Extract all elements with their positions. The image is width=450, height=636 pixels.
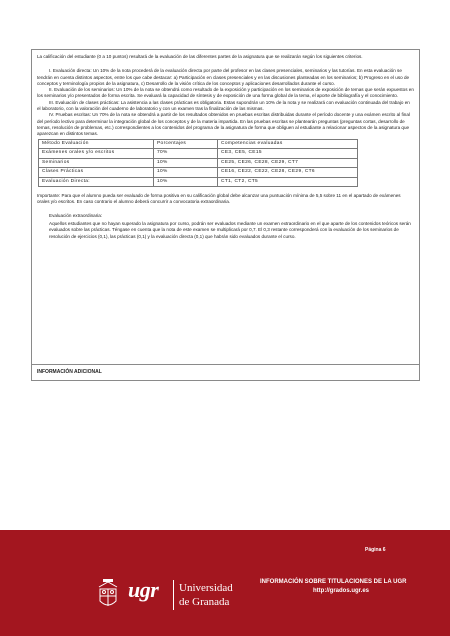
evaluation-section bbox=[32, 50, 419, 240]
important-note: Importante: Para que el alumno pueda ser evaluado de forma positiva en su calificación global debe alcanzar una puntuación mínima de 5,5 sobre 11 en el apartado de exámenes orales y/o escritos. En caso contrario el alumno deberá concurrir a convocatoria extraordinaria. bbox=[37, 193, 401, 205]
table-header: Competencias evaluadas bbox=[218, 139, 358, 149]
table-cell: 10% bbox=[154, 158, 218, 168]
grados-link[interactable]: http://grados.ugr.es bbox=[313, 588, 370, 594]
table-row bbox=[39, 149, 358, 159]
table-cell: CT1, CT2, CT5 bbox=[218, 177, 358, 187]
footer-banner bbox=[0, 530, 450, 636]
ugr-wordmark: ugr bbox=[128, 577, 159, 602]
table-cell: Exámenes orales y/o escritos bbox=[39, 149, 154, 159]
table-row bbox=[39, 158, 358, 168]
intro-text: La calificación del estudiante (0 a 10 puntos) resultará de la evaluación de las diferentes partes de la asignatura que se realizarán según los siguientes criterios. bbox=[37, 54, 363, 59]
table-cell: 10% bbox=[154, 177, 218, 187]
table-row bbox=[39, 177, 358, 187]
table-cell: Clases Prácticas bbox=[39, 168, 154, 178]
table-cell: CE3, CE5, CE15 bbox=[218, 149, 358, 159]
evaluation-table bbox=[38, 139, 358, 188]
table-cell: Seminarios bbox=[39, 158, 154, 168]
table-cell: CE25, CE26, CE28, CE29, CT7 bbox=[218, 158, 358, 168]
university-name-line2: de Granada bbox=[179, 596, 230, 608]
section-divider bbox=[32, 364, 419, 365]
extraordinary-body: Aquellos estudiantes que no hayan superado la asignatura por curso, podrán ser evaluados mediante un examen extraordinario en el que aparte de los contenidos teóricos serán evaluados sobre las prácticas. Téngase en cuenta que la nota de este examen se multiplicará por 0,7. El 0,3 restante corresponderá con la evaluación de los seminarios de resolución de ejercicios (0,1), las prácticas (0,1) y la evaluación directa (0,1) que habrán sido evaluados durante el curso. bbox=[49, 220, 411, 239]
coat-of-arms-icon bbox=[95, 578, 121, 612]
table-cell: 70% bbox=[154, 149, 218, 159]
content-frame bbox=[31, 49, 420, 381]
table-header-row bbox=[39, 139, 358, 149]
paragraph-evaluacion-directa: I. Evaluación directa: Un 10% de la nota procederá de la evaluación directa por parte del profesor en las clases presenciales, seminarios y las tutorías. En esta evaluación se tendrán en cuenta distintos aspectos, entre los que cabe destacar: a) Participación en clases presenciales y en las discusiones planteadas en los seminarios; b) Progreso en el uso de conceptos y terminología propios de la asignatura, c) Desarrollo de la visión crítica de los conceptos y aplicaciones desarrollados durante el curso. bbox=[37, 68, 410, 86]
table-row bbox=[39, 168, 358, 178]
extraordinary-title: Evaluación extraordinaria: bbox=[49, 212, 103, 218]
table-header: Método Evaluación bbox=[39, 139, 154, 149]
table-header: Porcentajes bbox=[154, 139, 218, 149]
paragraph-pruebas-escritas: IV. Pruebas escritas: Un 70% de la nota se obtendrá a partir de los resultados obtenidos en pruebas escritas distribuidas durante el período docente y una exámen escrito al final del período lectivo para determinar la integración global de los conceptos y de la materia impartida. En las pruebas escritas se plantearán preguntas (preguntas cortas, desarrollo de temas, resolución de problemas, etc.) correspondientes a los contenidos del programa de la asignatura de forma que obliguen al estudiante a relacionar aspectos de la asignatura que aparezcan en distintos temas. bbox=[37, 112, 410, 137]
table-cell: 10% bbox=[154, 168, 218, 178]
table-cell: CE16, CE22, CE22, CE28, CE29, CT6 bbox=[218, 168, 358, 178]
logo-divider bbox=[173, 580, 174, 610]
paragraph-seminarios: II. Evaluación de los seminarios: Un 10% de la nota se obtendrá como resultado de la exposición y participación en los seminarios de exposición de temas que serán expuestos en los seminarios y/o presentados de forma escrita. Se evaluará la capacidad de síntesis y de exposición de una forma global de la tema, el aporte de bibliografía y el conocimiento. bbox=[37, 87, 414, 99]
university-name-line1: Universidad bbox=[179, 582, 233, 594]
info-title: INFORMACIÓN SOBRE TITULACIONES DE LA UGR bbox=[260, 579, 407, 585]
table-cell: Evaluación Directa: bbox=[39, 177, 154, 187]
paragraph-clases-practicas: III. Evaluación de clases prácticas: La asistencia a las clases prácticas es obligatoria. Estas supondrán un 10% de la nota y se realizará con evaluación continuada del trabajo en el laboratorio, con la valoración del cuaderno de laboratorio y con un examen tras la finalización de las mismas. bbox=[37, 99, 410, 112]
page-number: Página 6 bbox=[365, 547, 386, 553]
additional-info-heading: INFORMACIÓN ADICIONAL bbox=[37, 369, 102, 375]
